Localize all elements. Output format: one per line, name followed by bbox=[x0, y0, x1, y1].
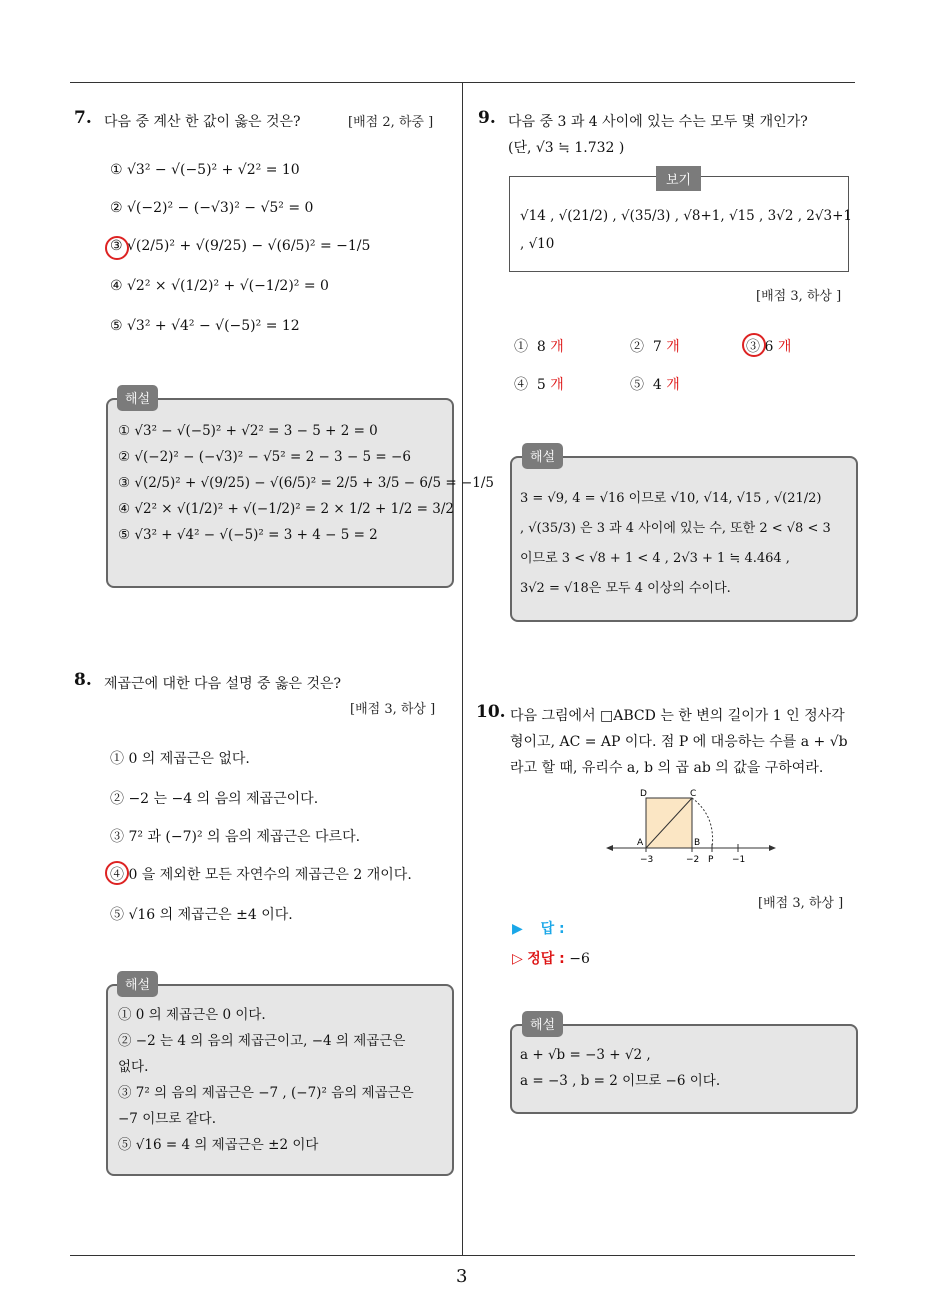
q8-option-5[interactable]: ⑤ √16 의 제곱근은 ±4 이다. bbox=[110, 907, 293, 923]
tick-label: −2 bbox=[686, 855, 700, 865]
q9-bogi-line-2: , √10 bbox=[520, 236, 555, 252]
option-unit: 개 bbox=[777, 339, 792, 355]
tick-label: −3 bbox=[640, 855, 654, 865]
q9-explanation-tag: 해설 bbox=[522, 443, 563, 469]
label-b: B bbox=[694, 838, 701, 848]
q7-expl-line: ② √(−2)² − (−√3)² − √5² = 2 − 3 − 5 = −6 bbox=[118, 449, 411, 465]
q9-expl-line: 이므로 3 < √8 + 1 < 4 , 2√3 + 1 ≒ 4.464 , bbox=[520, 551, 790, 566]
q7-text: 다음 중 계산 한 값이 옳은 것은? bbox=[104, 114, 301, 130]
option-value: 5 bbox=[536, 377, 546, 393]
column-divider bbox=[462, 82, 463, 1255]
q7-option-4[interactable]: ④ √2² × √(1/2)² + √(−1/2)² = 0 bbox=[110, 278, 329, 294]
q10-expl-line: a + √b = −3 + √2 , bbox=[520, 1047, 651, 1063]
q9-expl-line: , √(35/3) 은 3 과 4 사이에 있는 수, 또한 2 < √8 < 3 bbox=[520, 521, 831, 536]
q9-option-1[interactable] bbox=[514, 336, 564, 356]
play-outline-icon: ▷ bbox=[512, 951, 523, 967]
option-unit: 개 bbox=[550, 339, 564, 355]
q10-text-line-2: 형이고, AC = AP 이다. 점 P 에 대응하는 수를 a + √b bbox=[510, 734, 848, 750]
q9-option-5[interactable] bbox=[630, 374, 680, 394]
q9-option-2[interactable] bbox=[630, 336, 680, 356]
answer-mark-icon bbox=[105, 236, 129, 260]
q7-meta: [배점 2, 하중 ] bbox=[348, 115, 434, 130]
q10-explanation-tag: 해설 bbox=[522, 1011, 563, 1037]
answer-mark-icon bbox=[742, 333, 766, 357]
q7-option-5[interactable]: ⑤ √3² + √4² − √(−5)² = 12 bbox=[110, 318, 300, 334]
q8-explanation-text bbox=[118, 1002, 414, 1158]
option-number: ③ bbox=[746, 339, 760, 355]
option-number: ④ bbox=[514, 377, 528, 393]
option-value: 4 bbox=[652, 377, 662, 393]
q7-explanation-text bbox=[118, 418, 494, 548]
q8-option-2[interactable]: ② −2 는 −4 의 음의 제곱근이다. bbox=[110, 791, 319, 807]
q7-option-1[interactable]: ① √3² − √(−5)² + √2² = 10 bbox=[110, 162, 300, 178]
q10-number: 10. bbox=[476, 702, 506, 722]
option-value: 7 bbox=[652, 339, 662, 355]
q9-explanation-text bbox=[520, 484, 831, 604]
q9-text: 다음 중 3 과 4 사이에 있는 수는 모두 몇 개인가? bbox=[508, 114, 808, 130]
option-unit: 개 bbox=[666, 377, 680, 393]
q9-expl-line: 3√2 = √18은 모두 4 이상의 수이다. bbox=[520, 581, 731, 596]
q10-explanation-text bbox=[520, 1042, 720, 1094]
q9-meta: [배점 3, 하상 ] bbox=[756, 289, 842, 304]
q8-option-3[interactable]: ③ 7² 과 (−7)² 의 음의 제곱근은 다르다. bbox=[110, 829, 361, 845]
option-value: 6 bbox=[764, 339, 774, 355]
q9-number: 9. bbox=[478, 108, 496, 128]
q7-number: 7. bbox=[74, 108, 92, 128]
q8-expl-line: ② −2 는 4 의 음의 제곱근이고, −4 의 제곱근은 bbox=[118, 1033, 406, 1049]
option-number: ⑤ bbox=[630, 377, 644, 393]
q10-text-line-1: 다음 그림에서 □ABCD 는 한 변의 길이가 1 인 정사각 bbox=[510, 708, 845, 724]
answer-label: 답 : bbox=[540, 921, 565, 937]
q8-meta: [배점 3, 하상 ] bbox=[350, 702, 436, 717]
option-number: ① bbox=[514, 339, 528, 355]
correct-value: −6 bbox=[569, 951, 590, 967]
arrow-right-icon bbox=[769, 845, 776, 851]
label-d: D bbox=[640, 789, 647, 799]
q8-option-1[interactable]: ① 0 의 제곱근은 없다. bbox=[110, 751, 250, 767]
option-number: ② bbox=[630, 339, 644, 355]
tick-label: P bbox=[708, 855, 714, 865]
q10-meta: [배점 3, 하상 ] bbox=[758, 896, 844, 911]
q8-text: 제곱근에 대한 다음 설명 중 옳은 것은? bbox=[104, 676, 342, 692]
option-unit: 개 bbox=[666, 339, 680, 355]
q8-expl-line: ⑤ √16 = 4 의 제곱근은 ±2 이다 bbox=[118, 1137, 319, 1153]
q8-option-4[interactable]: ④ 0 을 제외한 모든 자연수의 제곱근은 2 개이다. bbox=[110, 867, 412, 883]
q7-expl-line: ① √3² − √(−5)² + √2² = 3 − 5 + 2 = 0 bbox=[118, 423, 378, 439]
arrow-left-icon bbox=[606, 845, 613, 851]
bottom-rule bbox=[70, 1255, 855, 1256]
q9-bogi-tag: 보기 bbox=[656, 166, 701, 191]
option-unit: 개 bbox=[550, 377, 564, 393]
q9-option-4[interactable] bbox=[514, 374, 564, 394]
q9-expl-line: 3 = √9, 4 = √16 이므로 √10, √14, √15 , √(21/2) bbox=[520, 491, 822, 506]
q10-answer-row bbox=[512, 918, 565, 938]
tick-label: −1 bbox=[732, 855, 746, 865]
q8-expl-line: ③ 7² 의 음의 제곱근은 −7 , (−7)² 음의 제곱근은 bbox=[118, 1085, 414, 1101]
q8-expl-line: −7 이므로 같다. bbox=[118, 1111, 216, 1127]
play-icon: ▶ bbox=[512, 921, 523, 937]
correct-label: 정답 : bbox=[527, 951, 565, 967]
q10-expl-line: a = −3 , b = 2 이므로 −6 이다. bbox=[520, 1073, 721, 1089]
q8-expl-line: 없다. bbox=[118, 1059, 149, 1075]
q10-text-line-3: 라고 할 때, 유리수 a, b 의 곱 ab 의 값을 구하여라. bbox=[510, 760, 824, 776]
q7-option-2[interactable]: ② √(−2)² − (−√3)² − √5² = 0 bbox=[110, 200, 314, 216]
q8-explanation-tag: 해설 bbox=[117, 971, 158, 997]
square-number-line-figure bbox=[600, 786, 780, 870]
q7-expl-line: ③ √(2/5)² + √(9/25) − √(6/5)² = 2/5 + 3/5 − 6/5 = −1/5 bbox=[118, 475, 494, 491]
q8-expl-line: ① 0 의 제곱근은 0 이다. bbox=[118, 1007, 266, 1023]
q7-explanation-tag: 해설 bbox=[117, 385, 158, 411]
answer-mark-icon bbox=[105, 861, 129, 885]
label-c: C bbox=[690, 789, 697, 799]
q7-expl-line: ④ √2² × √(1/2)² + √(−1/2)² = 2 × 1/2 + 1/2 = 3/2 bbox=[118, 501, 454, 517]
page-number: 3 bbox=[456, 1266, 468, 1287]
option-value: 8 bbox=[536, 339, 546, 355]
q9-bogi-line-1: √14 , √(21/2) , √(35/3) , √8+1, √15 , 3√2 , 2√3+1 bbox=[520, 208, 852, 224]
q7-expl-line: ⑤ √3² + √4² − √(−5)² = 3 + 4 − 5 = 2 bbox=[118, 527, 378, 543]
q10-correct-row bbox=[512, 948, 590, 968]
q8-number: 8. bbox=[74, 670, 92, 690]
q9-text-condition: (단, √3 ≒ 1.732 ) bbox=[508, 140, 625, 156]
q7-option-3[interactable]: ③ √(2/5)² + √(9/25) − √(6/5)² = −1/5 bbox=[110, 238, 371, 254]
label-a: A bbox=[637, 838, 644, 848]
